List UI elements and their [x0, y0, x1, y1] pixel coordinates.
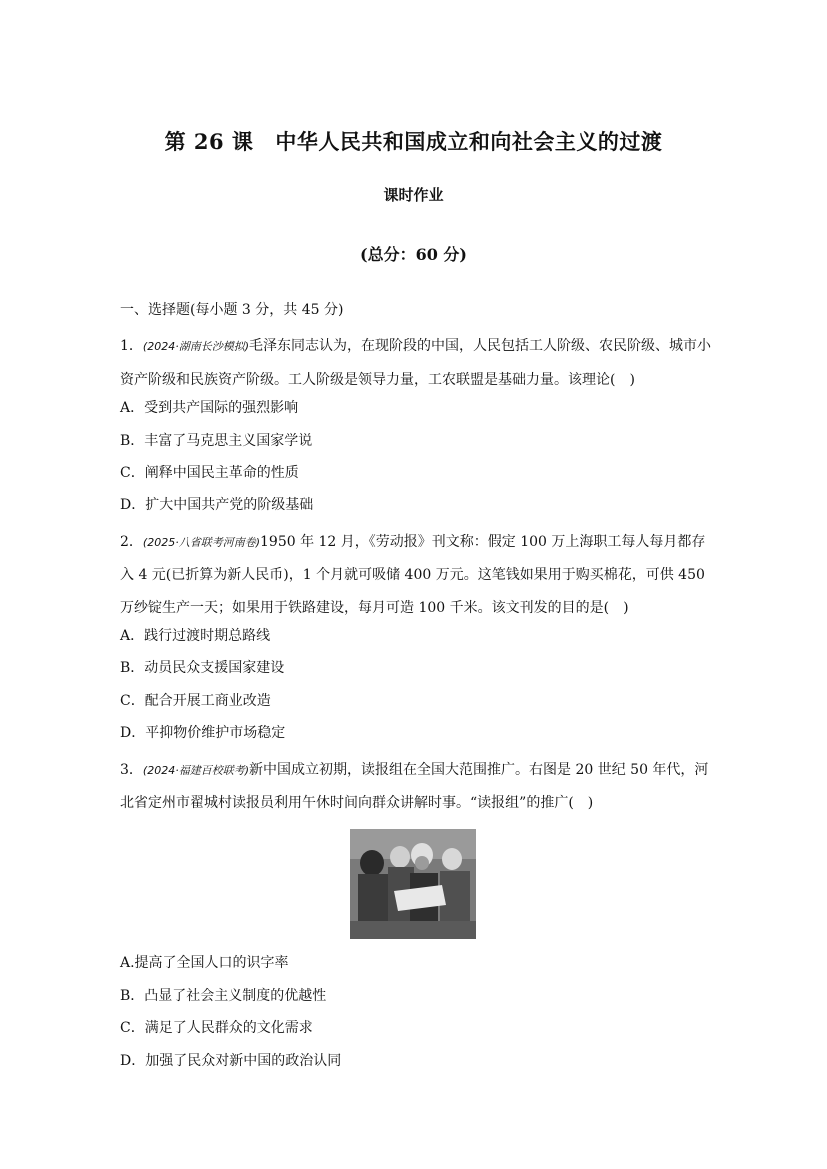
- question-stem: 1950 年 12 月，《劳动报》刊文称：假定 100 万上海职工每人每月都存入 4 元(已折算为新人民币)，1 个月就可吸储 400 万元。这笔钱如果用于购买棉花，可供 450 万纱锭生产一天；如果用于铁路建设，每月可造 100 千米。该文刊发的目的是( ): [120, 533, 706, 616]
- question-list: [120, 298, 712, 1081]
- option-d: D．平抑物价维护市场稳定: [120, 725, 286, 742]
- option-a: A．受到共产国际的强烈影响: [120, 400, 299, 417]
- newspaper-reading-photo: [350, 829, 476, 939]
- page-subtitle: 课时作业: [383, 186, 444, 204]
- question-number: 1．: [120, 338, 143, 355]
- lesson-title: 中华人民共和国成立和向社会主义的过渡: [275, 129, 663, 154]
- question-source: (2025·八省联考河南卷): [142, 535, 260, 549]
- question-1: [120, 330, 712, 396]
- page-title: [0, 126, 827, 156]
- question-stem: 新中国成立初期，读报组在全国大范围推广。右图是 20 世纪 50 年代，河北省定州市翟城村读报员利用午休时间向群众讲解时事。“读报组”的推广( ): [120, 761, 709, 811]
- section-heading: 一、选择题(每小题 3 分，共 45 分): [120, 302, 344, 318]
- question-number: 2．: [120, 533, 143, 550]
- option-c: C．阐释中国民主革命的性质: [120, 464, 299, 481]
- option-a: A.提高了全国人口的识字率: [120, 955, 289, 972]
- option-c: C．满足了人民群众的文化需求: [120, 1020, 313, 1037]
- option-b: B．凸显了社会主义制度的优越性: [120, 987, 327, 1004]
- question-source: (2024·福建百校联考): [142, 763, 249, 777]
- question-source: (2024·湖南长沙模拟): [142, 340, 249, 354]
- option-d: D．加强了民众对新中国的政治认同: [120, 1052, 342, 1069]
- option-b: B．动员民众支援国家建设: [120, 660, 285, 677]
- option-a: A．践行过渡时期总路线: [120, 627, 271, 644]
- question-number: 3．: [120, 761, 143, 778]
- question-stem: 毛泽东同志认为，在现阶段的中国，人民包括工人阶级、农民阶级、城市小资产阶级和民族资产阶级。工人阶级是领导力量，工农联盟是基础力量。该理论( ): [120, 338, 711, 388]
- lesson-number: 第 26 课: [164, 129, 254, 154]
- option-c: C．配合开展工商业改造: [120, 692, 271, 709]
- question-3: [120, 754, 712, 820]
- option-d: D．扩大中国共产党的阶级基础: [120, 497, 314, 514]
- option-b: B．丰富了马克思主义国家学说: [120, 432, 313, 449]
- question-2: [120, 526, 712, 624]
- total-score: (总分：60 分): [360, 245, 467, 264]
